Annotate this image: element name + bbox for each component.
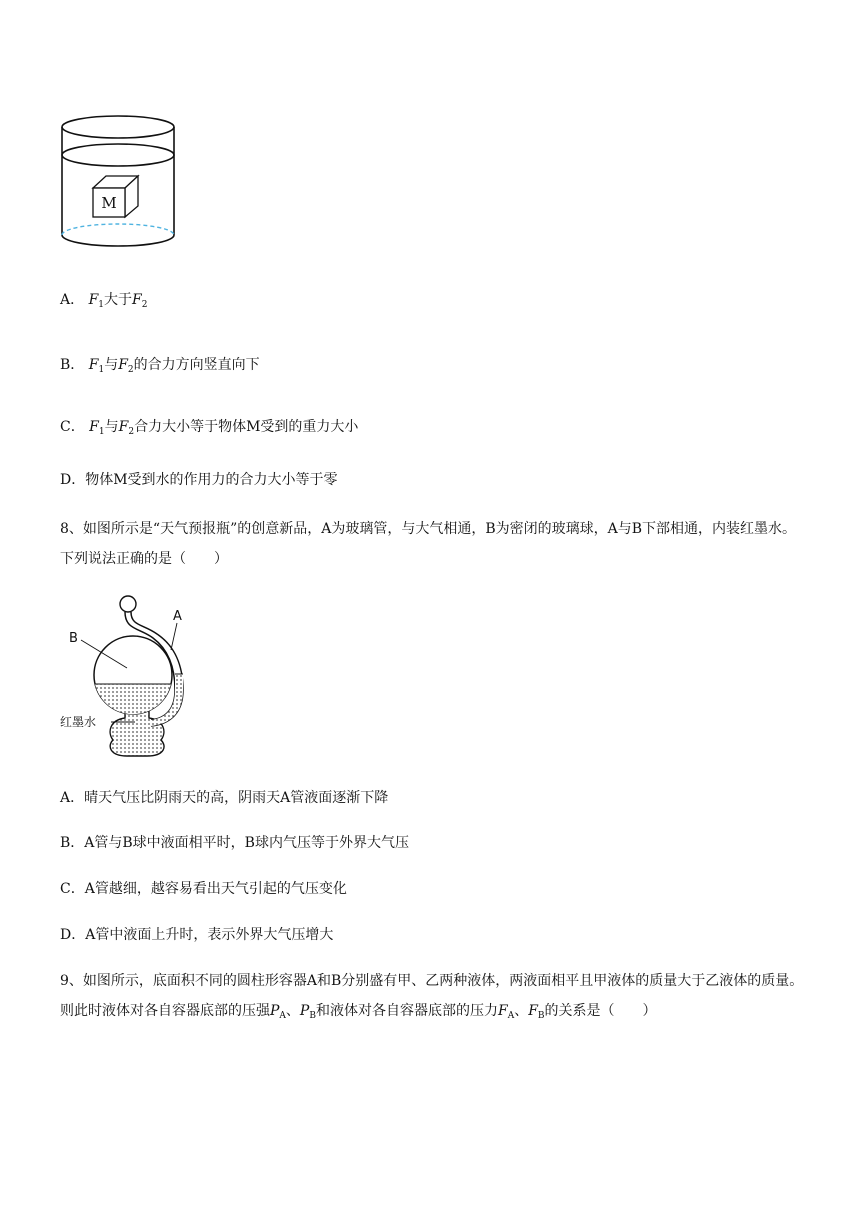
force-f2: $F_2$ — [132, 292, 148, 310]
q7-option-d[interactable]: D．物体M受到水的作用力的合力大小等于零 — [60, 472, 338, 488]
q8-option-b[interactable]: B．A管与B球中液面相平时，B球内气压等于外界大气压 — [60, 835, 409, 851]
q7-option-a[interactable]: A． $F_1$大于$F_2$ — [60, 292, 148, 310]
force-f1: $F_1$ — [88, 357, 105, 375]
option-letter: C． — [60, 419, 85, 435]
q7-option-b[interactable]: B． $F_1$与$F_2$的合力方向竖直向下 — [60, 357, 260, 375]
force-fb: $F_B$ — [528, 1003, 545, 1021]
pressure-pa: $P_A$ — [270, 1003, 286, 1021]
q8-option-d[interactable]: D．A管中液面上升时，表示外界大气压增大 — [60, 927, 334, 943]
cylinder-figure — [55, 110, 185, 260]
label-b: B — [69, 631, 78, 646]
weather-bottle-figure — [55, 590, 195, 760]
force-f2: $F_2$ — [118, 419, 135, 437]
force-fa: $F_A$ — [497, 1003, 515, 1021]
force-f2: $F_2$ — [118, 357, 134, 375]
block-m-label: M — [101, 194, 117, 212]
block-m — [93, 176, 138, 217]
q9-stem: 9、如图所示，底面积不同的圆柱形容器A和B分别盛有甲、乙两种液体，两液面相平且甲液体的质量大于乙液体的质量。则此时液体对各自容器底部的压强$P_A$、$P_B$和液体对各自容器底部的压力$F_A$、$F_B$的关系是（ ） — [60, 973, 804, 1021]
q8-option-a[interactable]: A．晴天气压比阴雨天的高，阴雨天A管液面逐渐下降 — [60, 790, 389, 806]
option-letter: B． — [60, 357, 85, 373]
pressure-pb: $P_B$ — [299, 1003, 316, 1021]
q7-option-c[interactable]: C． $F_1$与$F_2$合力大小等于物体M受到的重力大小 — [60, 419, 359, 437]
q8-stem: 8、如图所示是“天气预报瓶”的创意新品，A为玻璃管，与大气相通，B为密闭的玻璃球，A与B下部相通，内装红墨水。下列说法正确的是（ ） — [60, 521, 797, 567]
force-f1: $F_1$ — [88, 292, 105, 310]
q8-option-c[interactable]: C．A管越细，越容易看出天气引起的气压变化 — [60, 881, 347, 897]
force-f1: $F_1$ — [89, 419, 105, 437]
label-a: A — [173, 609, 182, 624]
option-letter: A． — [60, 292, 85, 308]
label-red-ink: 红墨水 — [60, 715, 97, 729]
